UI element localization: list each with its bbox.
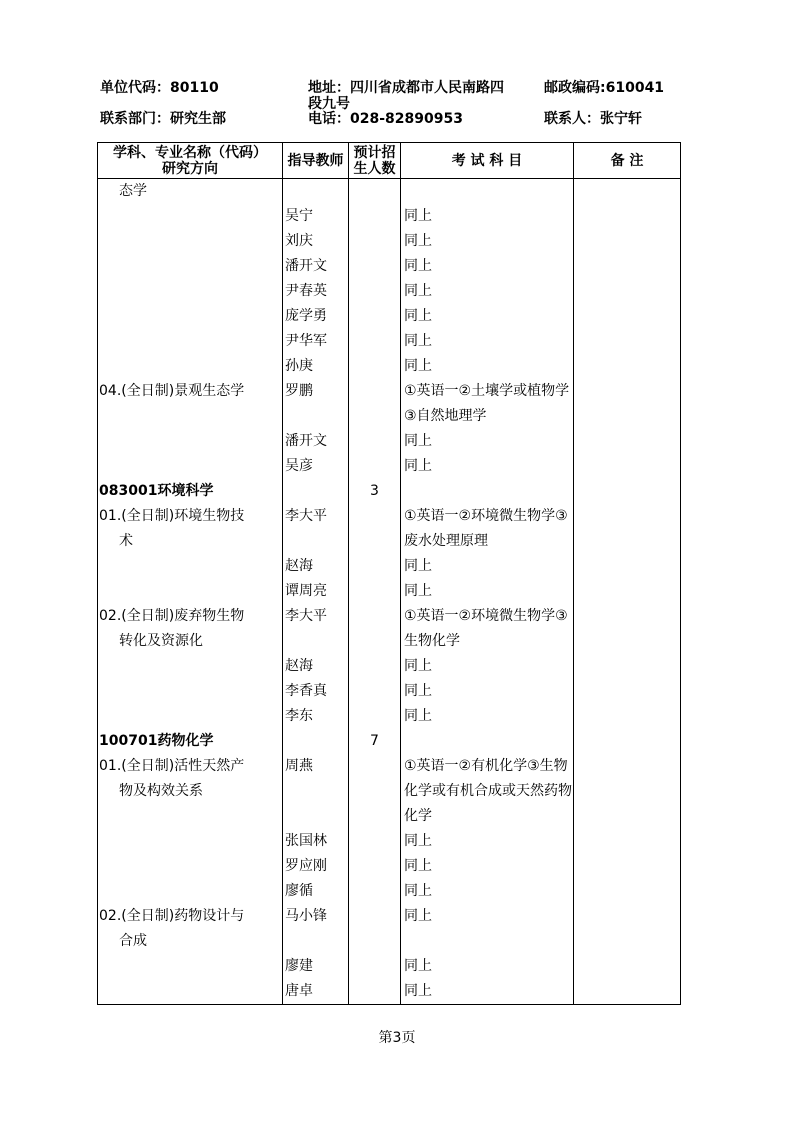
table-row xyxy=(98,579,681,604)
discipline-cell xyxy=(98,754,283,829)
remarks-cell xyxy=(574,604,681,654)
table-row xyxy=(98,879,681,904)
exam-subjects-text: ①英语一②有机化学③生 xyxy=(404,758,554,774)
direction-text-cont: 合成 xyxy=(119,933,147,949)
postal-code: 邮政编码:610041 xyxy=(544,80,665,96)
discipline-cell xyxy=(98,504,283,554)
enrollment-cell xyxy=(349,454,401,479)
table-row xyxy=(98,679,681,704)
exam-subjects-cell xyxy=(401,379,574,429)
remarks-cell xyxy=(574,654,681,679)
advisor-cell xyxy=(283,379,349,429)
exam-subjects-cell xyxy=(401,579,574,604)
exam-subjects-cell xyxy=(401,204,574,229)
advisor-cell xyxy=(283,904,349,954)
exam-subjects-cell xyxy=(401,279,574,304)
advisor-cell xyxy=(283,479,349,504)
table-row xyxy=(98,829,681,854)
table-row xyxy=(98,429,681,454)
advisor-cell xyxy=(283,554,349,579)
enrollment-cell xyxy=(349,479,401,504)
discipline-cell xyxy=(98,854,283,879)
table-row xyxy=(98,379,681,429)
remarks-cell xyxy=(574,879,681,904)
discipline-cell xyxy=(98,579,283,604)
exam-subjects-text: 同上 xyxy=(404,683,432,699)
exam-subjects-cell xyxy=(401,504,574,554)
table-row xyxy=(98,329,681,354)
direction-text-cont: 术 xyxy=(119,533,133,549)
table-row xyxy=(98,754,681,829)
exam-subjects-text-cont: 学③自然地理学 xyxy=(404,383,570,424)
exam-subjects-text: 同上 xyxy=(404,908,432,924)
exam-subjects-cell xyxy=(401,729,574,754)
header-advisor: 指导教师 xyxy=(283,143,349,179)
table-row xyxy=(98,504,681,554)
exam-subjects-text-cont: ③废水处理原理 xyxy=(404,508,568,549)
discipline-cell xyxy=(98,179,283,205)
advisor-name: 刘庆 xyxy=(285,233,313,249)
advisor-cell xyxy=(283,579,349,604)
exam-subjects-text: 同上 xyxy=(404,958,432,974)
advisor-name: 潘开文 xyxy=(285,258,327,274)
remarks-cell xyxy=(574,829,681,854)
advisor-name: 李东 xyxy=(285,708,313,724)
exam-subjects-text: 同上 xyxy=(404,333,432,349)
discipline-cell xyxy=(98,329,283,354)
discipline-cell xyxy=(98,479,283,504)
advisor-cell xyxy=(283,829,349,854)
exam-subjects-cell xyxy=(401,254,574,279)
remarks-cell xyxy=(574,179,681,205)
enrollment-cell xyxy=(349,229,401,254)
discipline-cell xyxy=(98,979,283,1005)
remarks-cell xyxy=(574,379,681,429)
discipline-cell xyxy=(98,429,283,454)
exam-subjects-text: ①英语一②环境微生物学 xyxy=(404,608,556,624)
table-row xyxy=(98,179,681,205)
header-remarks: 备 注 xyxy=(574,143,681,179)
table-row xyxy=(98,204,681,229)
advisor-name: 尹春英 xyxy=(285,283,327,299)
header-exam-subjects: 考 试 科 目 xyxy=(401,143,574,179)
remarks-cell xyxy=(574,429,681,454)
enrollment-cell xyxy=(349,679,401,704)
unit-code: 单位代码：80110 xyxy=(100,80,219,96)
enrollment-cell xyxy=(349,604,401,654)
remarks-cell xyxy=(574,479,681,504)
remarks-cell xyxy=(574,579,681,604)
exam-subjects-cell xyxy=(401,679,574,704)
discipline-cell xyxy=(98,554,283,579)
remarks-cell xyxy=(574,554,681,579)
exam-subjects-text: 同上 xyxy=(404,283,432,299)
advisor-cell xyxy=(283,354,349,379)
table-header-row xyxy=(98,143,681,179)
enrollment-cell xyxy=(349,729,401,754)
exam-subjects-text: 同上 xyxy=(404,858,432,874)
table-row xyxy=(98,454,681,479)
enrollment-count: 3 xyxy=(370,483,379,499)
enrollment-cell xyxy=(349,879,401,904)
discipline-cell xyxy=(98,679,283,704)
direction-text: 02.(全日制)废弃物生物 xyxy=(99,608,245,624)
advisor-name: 廖循 xyxy=(285,883,313,899)
table-row xyxy=(98,654,681,679)
exam-subjects-cell xyxy=(401,179,574,205)
discipline-cell xyxy=(98,379,283,429)
advisor-name: 赵海 xyxy=(285,558,313,574)
remarks-cell xyxy=(574,904,681,954)
remarks-cell xyxy=(574,704,681,729)
remarks-cell xyxy=(574,304,681,329)
advisor-cell xyxy=(283,954,349,979)
exam-subjects-text: 同上 xyxy=(404,983,432,999)
table-row xyxy=(98,254,681,279)
exam-subjects-text-cont: ③生物化学 xyxy=(404,608,568,649)
advisor-name: 谭周亮 xyxy=(285,583,327,599)
remarks-cell xyxy=(574,954,681,979)
advisor-name: 吴彦 xyxy=(285,458,313,474)
enrollment-cell xyxy=(349,854,401,879)
advisor-name: 罗应刚 xyxy=(285,858,327,874)
enrollment-cell xyxy=(349,329,401,354)
exam-subjects-text: ①英语一②土壤学或植物 xyxy=(404,383,556,399)
direction-text-cont: 转化及资源化 xyxy=(119,633,203,649)
advisor-name: 孙庚 xyxy=(285,358,313,374)
exam-subjects-text-cont2: 药物化学 xyxy=(404,783,572,824)
table-row xyxy=(98,354,681,379)
advisor-name: 尹华军 xyxy=(285,333,327,349)
exam-subjects-cell xyxy=(401,354,574,379)
table-row xyxy=(98,554,681,579)
table-row xyxy=(98,604,681,654)
advisor-cell xyxy=(283,729,349,754)
direction-text-cont: 物及构效关系 xyxy=(119,783,203,799)
advisor-cell xyxy=(283,304,349,329)
exam-subjects-cell xyxy=(401,329,574,354)
exam-subjects-cell xyxy=(401,654,574,679)
exam-subjects-cell xyxy=(401,454,574,479)
phone: 电话：028-82890953 xyxy=(308,111,463,127)
enrollment-table xyxy=(97,142,681,1005)
direction-text: 01.(全日制)活性天然产 xyxy=(99,758,245,774)
enrollment-cell xyxy=(349,429,401,454)
direction-text: 01.(全日制)环境生物技 xyxy=(99,508,245,524)
enrollment-cell xyxy=(349,579,401,604)
remarks-cell xyxy=(574,204,681,229)
remarks-cell xyxy=(574,729,681,754)
enrollment-cell xyxy=(349,554,401,579)
address-continuation: 段九号 xyxy=(308,96,350,112)
enrollment-count: 7 xyxy=(370,733,379,749)
exam-subjects-cell xyxy=(401,904,574,954)
page-number: 第3页 xyxy=(378,1030,416,1046)
exam-subjects-cell xyxy=(401,229,574,254)
table-row xyxy=(98,704,681,729)
enrollment-cell xyxy=(349,379,401,429)
header-discipline-line1: 学科、专业名称（代码） xyxy=(113,144,267,161)
advisor-cell xyxy=(283,279,349,304)
contact-person: 联系人：张宁轩 xyxy=(544,111,642,127)
exam-subjects-text: 同上 xyxy=(404,658,432,674)
advisor-name: 李大平 xyxy=(285,508,327,524)
enrollment-cell xyxy=(349,954,401,979)
advisor-cell xyxy=(283,679,349,704)
discipline-cell xyxy=(98,454,283,479)
exam-subjects-text: 同上 xyxy=(404,458,432,474)
table-row xyxy=(98,979,681,1005)
header-enrollment xyxy=(349,143,401,179)
advisor-cell xyxy=(283,179,349,205)
discipline-cell xyxy=(98,604,283,654)
discipline-cell xyxy=(98,279,283,304)
remarks-cell xyxy=(574,854,681,879)
discipline-cell xyxy=(98,904,283,954)
enrollment-cell xyxy=(349,354,401,379)
enrollment-cell xyxy=(349,179,401,205)
exam-subjects-cell xyxy=(401,554,574,579)
exam-subjects-text: 同上 xyxy=(404,708,432,724)
discipline-cell xyxy=(98,829,283,854)
exam-subjects-text: 同上 xyxy=(404,308,432,324)
direction-text: 02.(全日制)药物设计与 xyxy=(99,908,245,924)
table-row xyxy=(98,954,681,979)
enrollment-cell xyxy=(349,979,401,1005)
advisor-cell xyxy=(283,329,349,354)
table-row xyxy=(98,304,681,329)
advisor-cell xyxy=(283,429,349,454)
exam-subjects-cell xyxy=(401,954,574,979)
header-discipline-line2: 研究方向 xyxy=(162,160,218,177)
exam-subjects-text: 同上 xyxy=(404,583,432,599)
enrollment-cell xyxy=(349,829,401,854)
advisor-name: 唐卓 xyxy=(285,983,313,999)
address: 地址：四川省成都市人民南路四 xyxy=(308,80,504,96)
exam-subjects-cell xyxy=(401,479,574,504)
table-row xyxy=(98,279,681,304)
enrollment-cell xyxy=(349,904,401,954)
advisor-name: 潘开文 xyxy=(285,433,327,449)
exam-subjects-cell xyxy=(401,754,574,829)
discipline-cell xyxy=(98,229,283,254)
exam-subjects-text: 同上 xyxy=(404,433,432,449)
exam-subjects-cell xyxy=(401,704,574,729)
exam-subjects-text-cont: 物化学或有机合成或天然 xyxy=(404,758,568,799)
header-enrollment-line2: 生人数 xyxy=(353,160,396,177)
exam-subjects-cell xyxy=(401,979,574,1005)
exam-subjects-cell xyxy=(401,604,574,654)
advisor-name: 罗鹏 xyxy=(285,383,313,399)
advisor-cell xyxy=(283,454,349,479)
advisor-name: 吴宁 xyxy=(285,208,313,224)
exam-subjects-cell xyxy=(401,304,574,329)
remarks-cell xyxy=(574,754,681,829)
table-row xyxy=(98,229,681,254)
enrollment-cell xyxy=(349,654,401,679)
exam-subjects-text: 同上 xyxy=(404,833,432,849)
enrollment-cell xyxy=(349,704,401,729)
enrollment-cell xyxy=(349,304,401,329)
advisor-name: 庞学勇 xyxy=(285,308,327,324)
remarks-cell xyxy=(574,679,681,704)
discipline-cell xyxy=(98,354,283,379)
discipline-cell xyxy=(98,654,283,679)
discipline-cell xyxy=(98,954,283,979)
advisor-cell xyxy=(283,879,349,904)
exam-subjects-text: 同上 xyxy=(404,558,432,574)
discipline-cell xyxy=(98,879,283,904)
table-row xyxy=(98,479,681,504)
discipline-cell xyxy=(98,704,283,729)
direction-text-cont: 态学 xyxy=(119,183,147,199)
advisor-cell xyxy=(283,254,349,279)
remarks-cell xyxy=(574,354,681,379)
table-row xyxy=(98,729,681,754)
enrollment-cell xyxy=(349,754,401,829)
advisor-cell xyxy=(283,204,349,229)
exam-subjects-text: 同上 xyxy=(404,883,432,899)
contact-department: 联系部门：研究生部 xyxy=(100,111,226,127)
table-row xyxy=(98,854,681,879)
advisor-name: 周燕 xyxy=(285,758,313,774)
advisor-name: 李大平 xyxy=(285,608,327,624)
exam-subjects-cell xyxy=(401,879,574,904)
exam-subjects-text: ①英语一②环境微生物学 xyxy=(404,508,556,524)
enrollment-cell xyxy=(349,204,401,229)
advisor-cell xyxy=(283,229,349,254)
direction-text: 100701药物化学 xyxy=(99,733,214,749)
direction-text: 04.(全日制)景观生态学 xyxy=(99,383,245,399)
remarks-cell xyxy=(574,454,681,479)
exam-subjects-text: 同上 xyxy=(404,233,432,249)
advisor-name: 赵海 xyxy=(285,658,313,674)
advisor-name: 李香真 xyxy=(285,683,327,699)
advisor-cell xyxy=(283,854,349,879)
header-discipline xyxy=(98,143,283,179)
advisor-cell xyxy=(283,654,349,679)
direction-text: 083001环境科学 xyxy=(99,483,214,499)
advisor-name: 马小锋 xyxy=(285,908,327,924)
remarks-cell xyxy=(574,254,681,279)
exam-subjects-text: 同上 xyxy=(404,208,432,224)
remarks-cell xyxy=(574,329,681,354)
enrollment-cell xyxy=(349,254,401,279)
advisor-name: 廖建 xyxy=(285,958,313,974)
exam-subjects-cell xyxy=(401,429,574,454)
advisor-cell xyxy=(283,754,349,829)
discipline-cell xyxy=(98,254,283,279)
header-enrollment-line1: 预计招 xyxy=(353,144,396,161)
advisor-cell xyxy=(283,704,349,729)
remarks-cell xyxy=(574,504,681,554)
discipline-cell xyxy=(98,304,283,329)
enrollment-cell xyxy=(349,279,401,304)
advisor-cell xyxy=(283,504,349,554)
advisor-name: 张国林 xyxy=(285,833,327,849)
remarks-cell xyxy=(574,279,681,304)
advisor-cell xyxy=(283,979,349,1005)
exam-subjects-cell xyxy=(401,854,574,879)
exam-subjects-text: 同上 xyxy=(404,358,432,374)
advisor-cell xyxy=(283,604,349,654)
remarks-cell xyxy=(574,979,681,1005)
exam-subjects-text: 同上 xyxy=(404,258,432,274)
discipline-cell xyxy=(98,204,283,229)
remarks-cell xyxy=(574,229,681,254)
exam-subjects-cell xyxy=(401,829,574,854)
discipline-cell xyxy=(98,729,283,754)
enrollment-cell xyxy=(349,504,401,554)
table-row xyxy=(98,904,681,954)
